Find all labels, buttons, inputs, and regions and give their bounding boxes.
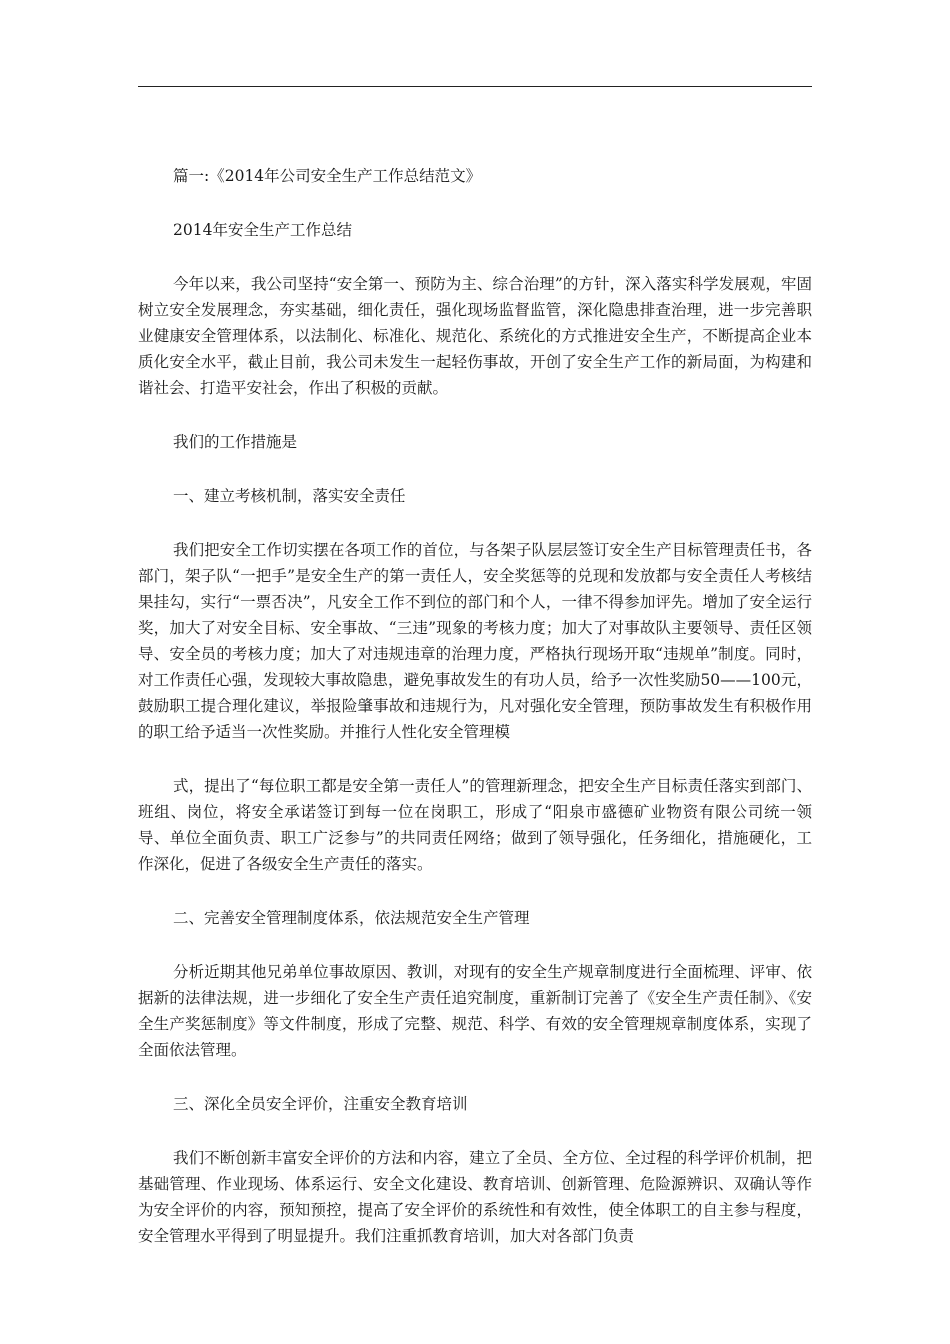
section-3-paragraph: 我们不断创新丰富安全评价的方法和内容，建立了全员、全方位、全过程的科学评价机制，把基础管理、作业现场、体系运行、安全文化建设、教育培训、创新管理、危险源辨识、双确认等作为安全评价的内容，预知预控，提高了安全评价的系统性和有效性，使全体职工的自主参与程度，安全管理水平得到了明显提升。我们注重抓教育培训，加大对各部门负责 xyxy=(138,1149,812,1245)
document-body xyxy=(138,163,812,1249)
document-title: 篇一:《2014年公司安全生产工作总结范文》 xyxy=(173,167,482,185)
section-2-paragraph: 分析近期其他兄弟单位事故原因、教训，对现有的安全生产规章制度进行全面梳理、评审、依据新的法律法规，进一步细化了安全生产责任追究制度，重新制订完善了《安全生产责任制》、《安全生产奖惩制度》等文件制度，形成了完整、规范、科学、有效的安全管理规章制度体系，实现了全面依法管理。 xyxy=(138,963,812,1059)
intro-paragraph: 今年以来，我公司坚持“安全第一、预防为主、综合治理”的方针，深入落实科学发展观，牢固树立安全发展理念，夯实基础，细化责任，强化现场监督监管，深化隐患排查治理，进一步完善职业健康安全管理体系，以法制化、标准化、规范化、系统化的方式推进安全生产，不断提高企业本质化安全水平，截止目前，我公司未发生一起轻伤事故，开创了安全生产工作的新局面，为构建和谐社会、打造平安社会，作出了积极的贡献。 xyxy=(138,275,812,397)
section-1-heading: 一、建立考核机制，落实安全责任 xyxy=(173,487,406,505)
document-subtitle: 2014年安全生产工作总结 xyxy=(173,221,352,239)
section-2-heading: 二、完善安全管理制度体系，依法规范安全生产管理 xyxy=(173,909,530,927)
measures-heading: 我们的工作措施是 xyxy=(173,433,298,451)
section-3-heading: 三、深化全员安全评价，注重安全教育培训 xyxy=(173,1095,468,1113)
header-rule xyxy=(138,86,812,87)
section-1-paragraph-1: 我们把安全工作切实摆在各项工作的首位，与各架子队层层签订安全生产目标管理责任书，各部门，架子队“一把手”是安全生产的第一责任人，安全奖惩等的兑现和发放都与安全责任人考核结果挂勾，实行“一票否决”，凡安全工作不到位的部门和个人，一律不得参加评先。增加了安全运行奖，加大了对安全目标、安全事故、“三违”现象的考核力度；加大了对事故队主要领导、责任区领导、安全员的考核力度；加大了对违规违章的治理力度，严格执行现场开取“违规单”制度。同时，对工作责任心强，发现较大事故隐患，避免事故发生的有功人员，给予一次性奖励50——100元，鼓励职工提合理化建议，举报险肇事故和违规行为，凡对强化安全管理，预防事故发生有积极作用的职工给予适当一次性奖励。并推行人性化安全管理模 xyxy=(138,541,812,741)
section-1-paragraph-2: 式，提出了“每位职工都是安全第一责任人”的管理新理念，把安全生产目标责任落实到部门、班组、岗位，将安全承诺签订到每一位在岗职工，形成了“阳泉市盛德矿业物资有限公司统一领导、单位全面负责、职工广泛参与”的共同责任网络；做到了领导强化，任务细化，措施硬化，工作深化，促进了各级安全生产责任的落实。 xyxy=(138,777,812,873)
